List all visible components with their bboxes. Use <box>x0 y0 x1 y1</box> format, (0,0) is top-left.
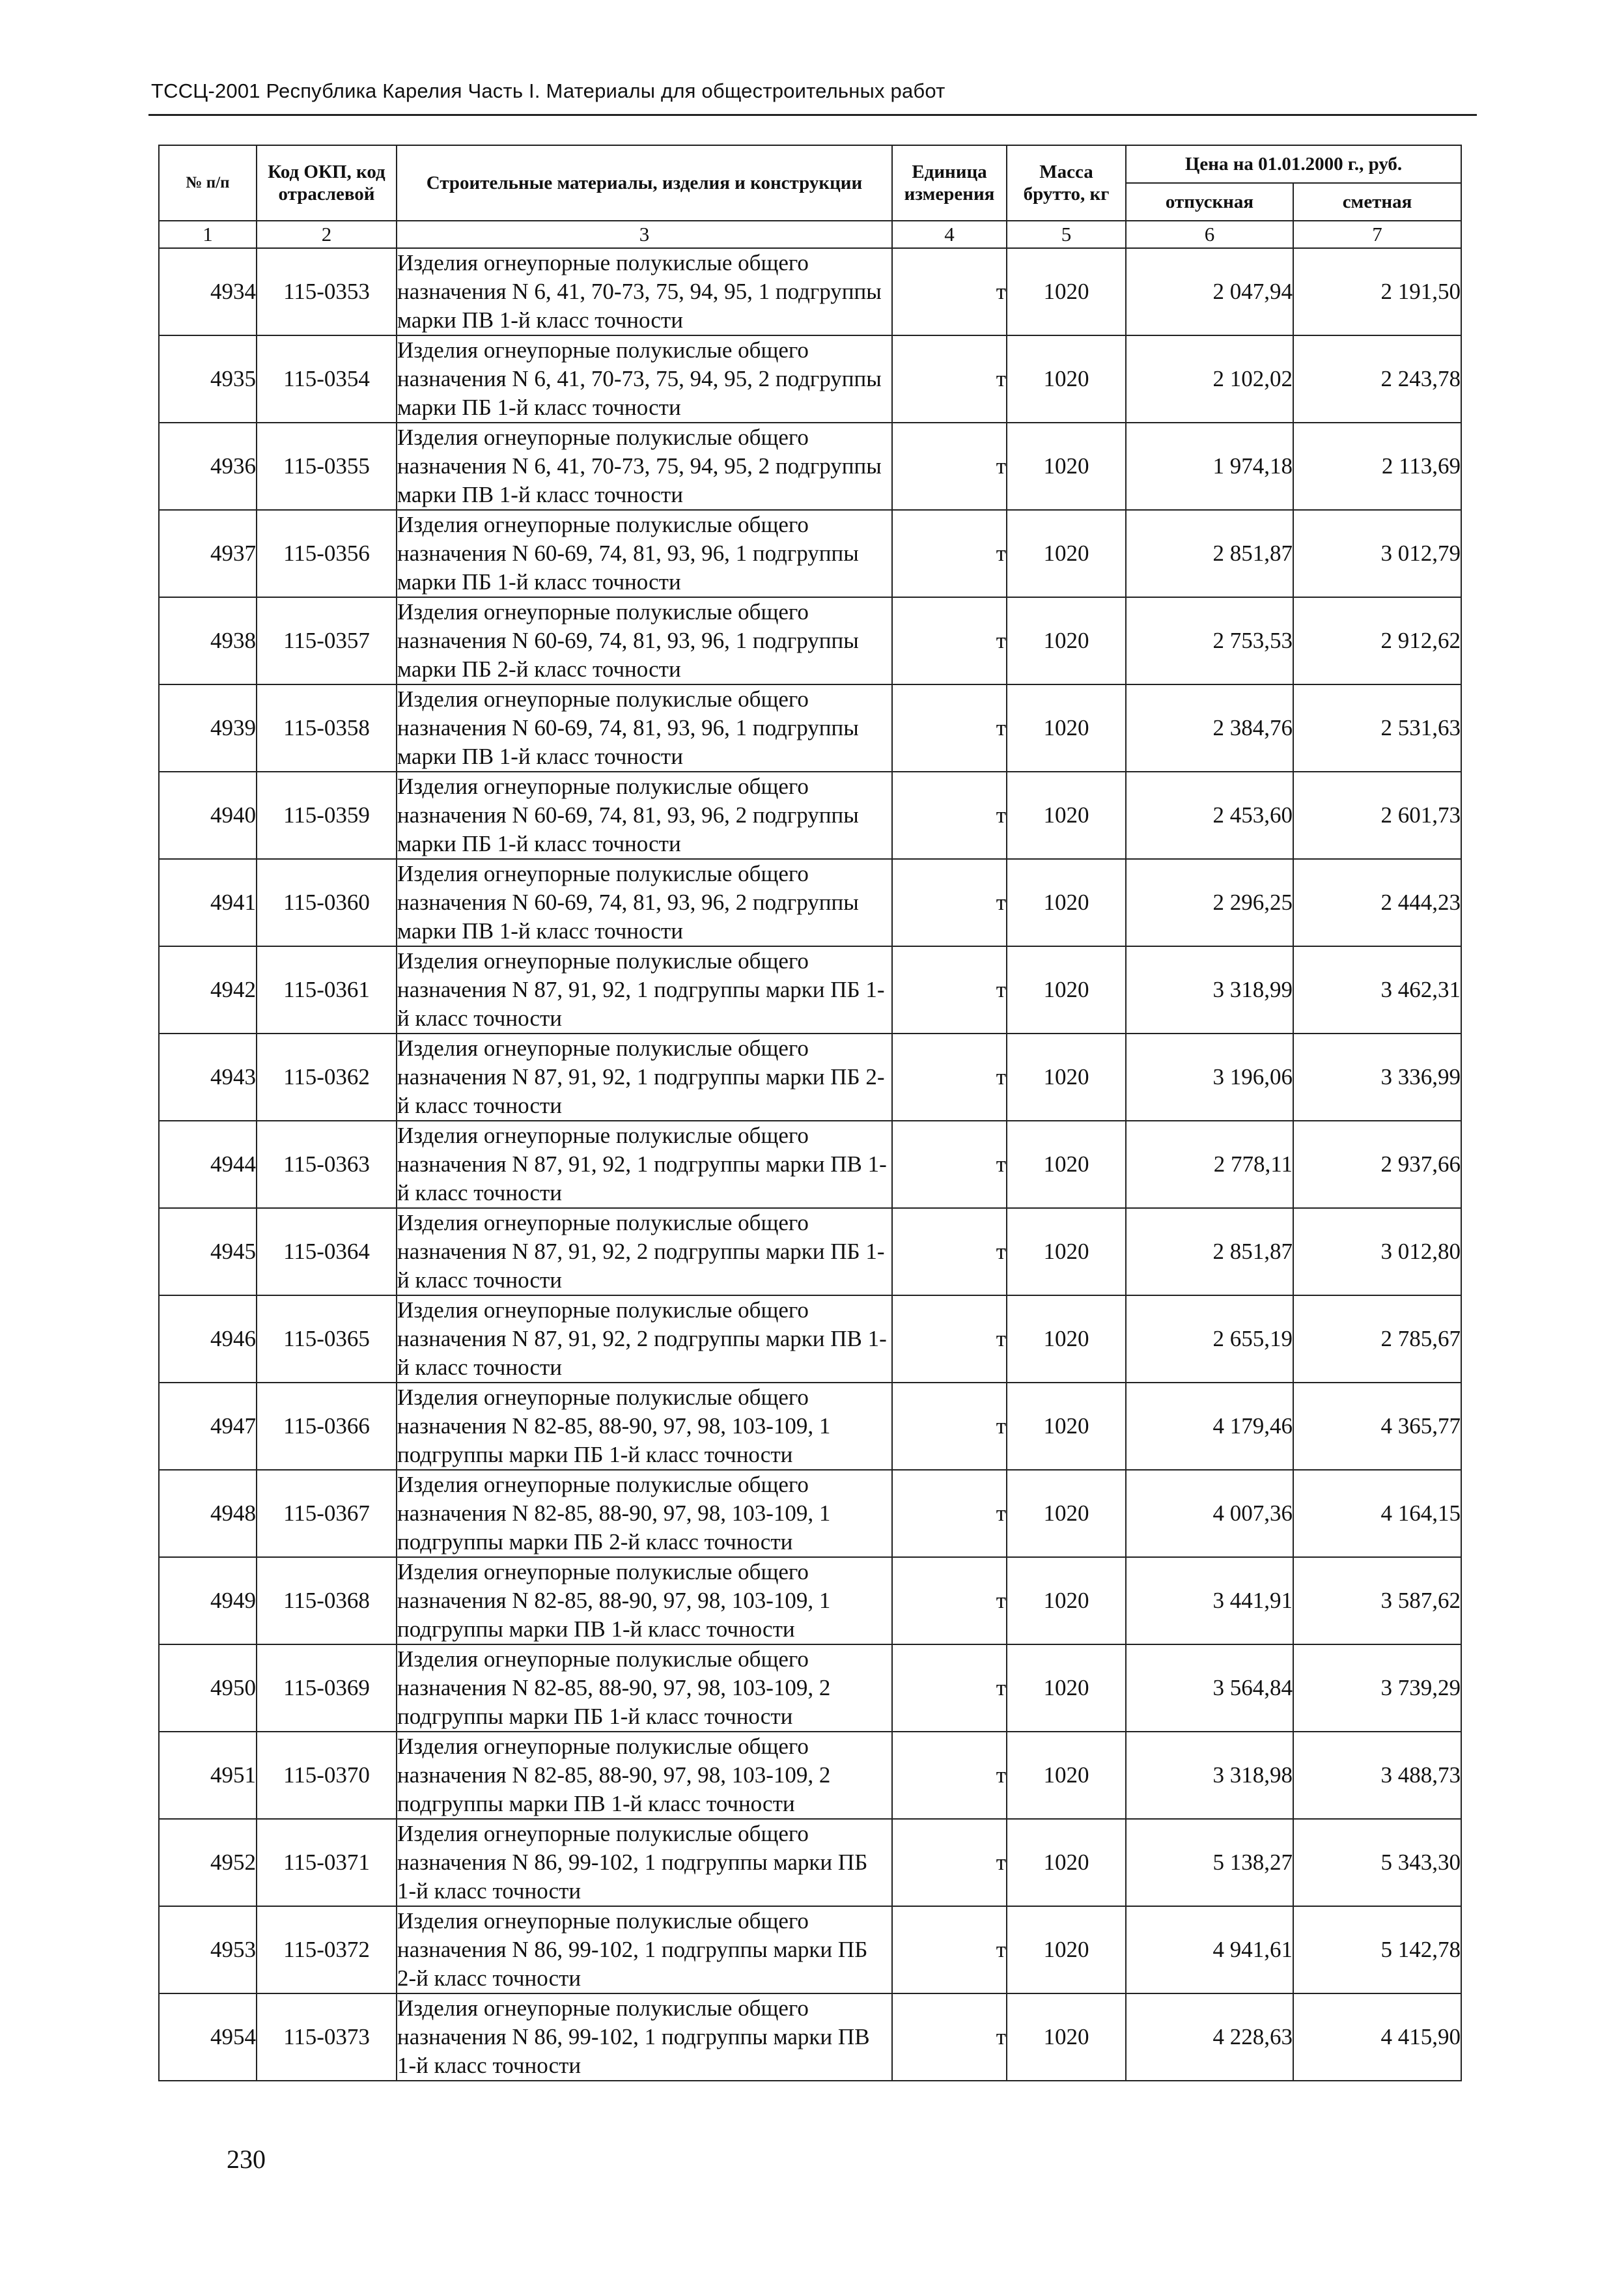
col-header-unit: Единица измерения <box>892 145 1007 221</box>
unit-of-measure: т <box>892 510 1007 597</box>
table-row <box>159 1208 1461 1295</box>
table-row <box>159 1557 1461 1644</box>
row-number: 4951 <box>159 1732 257 1819</box>
table-row <box>159 1295 1461 1383</box>
price-release: 2 453,60 <box>1126 772 1293 859</box>
price-release: 3 441,91 <box>1126 1557 1293 1644</box>
material-name: Изделия огнеупорные полукислые общего назначения N 6, 41, 70-73, 75, 94, 95, 2 подгруппы марки ПБ 1-й класс точности <box>397 335 892 423</box>
table-row <box>159 510 1461 597</box>
gross-mass: 1020 <box>1007 1732 1126 1819</box>
okp-code: 115-0370 <box>257 1732 397 1819</box>
row-number: 4945 <box>159 1208 257 1295</box>
material-name: Изделия огнеупорные полукислые общего назначения N 60-69, 74, 81, 93, 96, 1 подгруппы марки ПБ 2-й класс точности <box>397 597 892 684</box>
row-number: 4948 <box>159 1470 257 1557</box>
table-row <box>159 1034 1461 1121</box>
gross-mass: 1020 <box>1007 510 1126 597</box>
table-row <box>159 1732 1461 1819</box>
col-header-num: № п/п <box>159 145 257 221</box>
gross-mass: 1020 <box>1007 1208 1126 1295</box>
table-row <box>159 1470 1461 1557</box>
price-release: 4 179,46 <box>1126 1383 1293 1470</box>
gross-mass: 1020 <box>1007 1383 1126 1470</box>
price-estimate: 3 012,80 <box>1293 1208 1461 1295</box>
price-estimate: 3 739,29 <box>1293 1644 1461 1732</box>
price-release: 2 384,76 <box>1126 684 1293 772</box>
gross-mass: 1020 <box>1007 1906 1126 1993</box>
okp-code: 115-0365 <box>257 1295 397 1383</box>
okp-code: 115-0359 <box>257 772 397 859</box>
material-name: Изделия огнеупорные полукислые общего назначения N 87, 91, 92, 1 подгруппы марки ПВ 1-й класс точности <box>397 1121 892 1208</box>
header-rule <box>148 114 1477 116</box>
table-row <box>159 248 1461 335</box>
table-row <box>159 772 1461 859</box>
price-release: 4 228,63 <box>1126 1993 1293 2081</box>
column-number: 2 <box>257 221 397 248</box>
price-estimate: 3 587,62 <box>1293 1557 1461 1644</box>
unit-of-measure: т <box>892 1034 1007 1121</box>
price-estimate: 3 012,79 <box>1293 510 1461 597</box>
price-estimate: 2 113,69 <box>1293 423 1461 510</box>
material-name: Изделия огнеупорные полукислые общего назначения N 86, 99-102, 1 подгруппы марки ПВ 1-й класс точности <box>397 1993 892 2081</box>
price-estimate: 2 191,50 <box>1293 248 1461 335</box>
row-number: 4942 <box>159 946 257 1034</box>
table-row <box>159 1819 1461 1906</box>
gross-mass: 1020 <box>1007 1993 1126 2081</box>
gross-mass: 1020 <box>1007 248 1126 335</box>
gross-mass: 1020 <box>1007 1470 1126 1557</box>
price-release: 2 778,11 <box>1126 1121 1293 1208</box>
row-number: 4949 <box>159 1557 257 1644</box>
table-header-row <box>159 145 1461 183</box>
material-name: Изделия огнеупорные полукислые общего назначения N 60-69, 74, 81, 93, 96, 1 подгруппы марки ПБ 1-й класс точности <box>397 510 892 597</box>
unit-of-measure: т <box>892 1295 1007 1383</box>
column-number: 5 <box>1007 221 1126 248</box>
material-name: Изделия огнеупорные полукислые общего назначения N 87, 91, 92, 1 подгруппы марки ПБ 1-й класс точности <box>397 946 892 1034</box>
price-release: 2 753,53 <box>1126 597 1293 684</box>
table-row <box>159 1906 1461 1993</box>
column-number: 7 <box>1293 221 1461 248</box>
column-numbers-row <box>159 221 1461 248</box>
okp-code: 115-0355 <box>257 423 397 510</box>
okp-code: 115-0363 <box>257 1121 397 1208</box>
price-release: 3 318,98 <box>1126 1732 1293 1819</box>
unit-of-measure: т <box>892 1208 1007 1295</box>
material-name: Изделия огнеупорные полукислые общего назначения N 60-69, 74, 81, 93, 96, 2 подгруппы марки ПБ 1-й класс точности <box>397 772 892 859</box>
okp-code: 115-0366 <box>257 1383 397 1470</box>
row-number: 4947 <box>159 1383 257 1470</box>
okp-code: 115-0367 <box>257 1470 397 1557</box>
price-release: 1 974,18 <box>1126 423 1293 510</box>
row-number: 4935 <box>159 335 257 423</box>
price-estimate: 5 142,78 <box>1293 1906 1461 1993</box>
unit-of-measure: т <box>892 1644 1007 1732</box>
table-row <box>159 423 1461 510</box>
page-number: 230 <box>227 2145 266 2174</box>
gross-mass: 1020 <box>1007 1557 1126 1644</box>
gross-mass: 1020 <box>1007 1295 1126 1383</box>
table-row <box>159 1383 1461 1470</box>
okp-code: 115-0364 <box>257 1208 397 1295</box>
gross-mass: 1020 <box>1007 1644 1126 1732</box>
col-header-price-release: отпускная <box>1126 183 1293 221</box>
table-row <box>159 1644 1461 1732</box>
table-row <box>159 335 1461 423</box>
unit-of-measure: т <box>892 1732 1007 1819</box>
unit-of-measure: т <box>892 859 1007 946</box>
gross-mass: 1020 <box>1007 597 1126 684</box>
material-name: Изделия огнеупорные полукислые общего назначения N 82-85, 88-90, 97, 98, 103-109, 2 подгруппы марки ПБ 1-й класс точности <box>397 1644 892 1732</box>
price-release: 2 655,19 <box>1126 1295 1293 1383</box>
gross-mass: 1020 <box>1007 859 1126 946</box>
table-row <box>159 946 1461 1034</box>
unit-of-measure: т <box>892 423 1007 510</box>
price-estimate: 2 912,62 <box>1293 597 1461 684</box>
row-number: 4952 <box>159 1819 257 1906</box>
material-name: Изделия огнеупорные полукислые общего назначения N 82-85, 88-90, 97, 98, 103-109, 1 подгруппы марки ПБ 2-й класс точности <box>397 1470 892 1557</box>
okp-code: 115-0360 <box>257 859 397 946</box>
material-name: Изделия огнеупорные полукислые общего назначения N 60-69, 74, 81, 93, 96, 2 подгруппы марки ПВ 1-й класс точности <box>397 859 892 946</box>
row-number: 4944 <box>159 1121 257 1208</box>
table-body <box>159 248 1461 2081</box>
col-header-price-group: Цена на 01.01.2000 г., руб. <box>1126 145 1461 183</box>
gross-mass: 1020 <box>1007 684 1126 772</box>
price-release: 3 318,99 <box>1126 946 1293 1034</box>
price-release: 3 564,84 <box>1126 1644 1293 1732</box>
price-estimate: 3 488,73 <box>1293 1732 1461 1819</box>
material-name: Изделия огнеупорные полукислые общего назначения N 82-85, 88-90, 97, 98, 103-109, 2 подгруппы марки ПВ 1-й класс точности <box>397 1732 892 1819</box>
col-header-price-estimate: сметная <box>1293 183 1461 221</box>
col-header-name: Строительные материалы, изделия и конструкции <box>397 145 892 221</box>
unit-of-measure: т <box>892 597 1007 684</box>
price-estimate: 3 336,99 <box>1293 1034 1461 1121</box>
row-number: 4954 <box>159 1993 257 2081</box>
price-release: 2 296,25 <box>1126 859 1293 946</box>
col-header-mass: Масса брутто, кг <box>1007 145 1126 221</box>
unit-of-measure: т <box>892 248 1007 335</box>
row-number: 4946 <box>159 1295 257 1383</box>
gross-mass: 1020 <box>1007 1819 1126 1906</box>
material-name: Изделия огнеупорные полукислые общего назначения N 82-85, 88-90, 97, 98, 103-109, 1 подгруппы марки ПВ 1-й класс точности <box>397 1557 892 1644</box>
gross-mass: 1020 <box>1007 335 1126 423</box>
unit-of-measure: т <box>892 1993 1007 2081</box>
col-header-okp-code: Код ОКП, код отраслевой <box>257 145 397 221</box>
price-release: 2 851,87 <box>1126 510 1293 597</box>
price-estimate: 2 937,66 <box>1293 1121 1461 1208</box>
gross-mass: 1020 <box>1007 423 1126 510</box>
okp-code: 115-0357 <box>257 597 397 684</box>
material-name: Изделия огнеупорные полукислые общего назначения N 6, 41, 70-73, 75, 94, 95, 1 подгруппы марки ПВ 1-й класс точности <box>397 248 892 335</box>
material-name: Изделия огнеупорные полукислые общего назначения N 87, 91, 92, 2 подгруппы марки ПБ 1-й класс точности <box>397 1208 892 1295</box>
row-number: 4939 <box>159 684 257 772</box>
unit-of-measure: т <box>892 1819 1007 1906</box>
column-number: 1 <box>159 221 257 248</box>
unit-of-measure: т <box>892 684 1007 772</box>
row-number: 4953 <box>159 1906 257 1993</box>
unit-of-measure: т <box>892 1121 1007 1208</box>
material-name: Изделия огнеупорные полукислые общего назначения N 86, 99-102, 1 подгруппы марки ПБ 2-й класс точности <box>397 1906 892 1993</box>
table-row <box>159 859 1461 946</box>
price-table <box>158 145 1462 2081</box>
price-estimate: 4 164,15 <box>1293 1470 1461 1557</box>
unit-of-measure: т <box>892 335 1007 423</box>
material-name: Изделия огнеупорные полукислые общего назначения N 87, 91, 92, 2 подгруппы марки ПВ 1-й класс точности <box>397 1295 892 1383</box>
table-row <box>159 1121 1461 1208</box>
unit-of-measure: т <box>892 772 1007 859</box>
row-number: 4943 <box>159 1034 257 1121</box>
okp-code: 115-0356 <box>257 510 397 597</box>
unit-of-measure: т <box>892 1906 1007 1993</box>
row-number: 4940 <box>159 772 257 859</box>
price-release: 4 941,61 <box>1126 1906 1293 1993</box>
column-number: 6 <box>1126 221 1293 248</box>
material-name: Изделия огнеупорные полукислые общего назначения N 87, 91, 92, 1 подгруппы марки ПБ 2-й класс точности <box>397 1034 892 1121</box>
material-name: Изделия огнеупорные полукислые общего назначения N 6, 41, 70-73, 75, 94, 95, 2 подгруппы марки ПВ 1-й класс точности <box>397 423 892 510</box>
okp-code: 115-0368 <box>257 1557 397 1644</box>
unit-of-measure: т <box>892 946 1007 1034</box>
price-estimate: 2 601,73 <box>1293 772 1461 859</box>
okp-code: 115-0373 <box>257 1993 397 2081</box>
row-number: 4938 <box>159 597 257 684</box>
unit-of-measure: т <box>892 1383 1007 1470</box>
price-release: 2 047,94 <box>1126 248 1293 335</box>
unit-of-measure: т <box>892 1470 1007 1557</box>
price-release: 3 196,06 <box>1126 1034 1293 1121</box>
row-number: 4941 <box>159 859 257 946</box>
price-estimate: 5 343,30 <box>1293 1819 1461 1906</box>
table-row <box>159 597 1461 684</box>
table-row <box>159 684 1461 772</box>
price-estimate: 2 444,23 <box>1293 859 1461 946</box>
price-estimate: 2 531,63 <box>1293 684 1461 772</box>
price-release: 5 138,27 <box>1126 1819 1293 1906</box>
material-name: Изделия огнеупорные полукислые общего назначения N 60-69, 74, 81, 93, 96, 1 подгруппы марки ПВ 1-й класс точности <box>397 684 892 772</box>
price-estimate: 3 462,31 <box>1293 946 1461 1034</box>
price-release: 2 851,87 <box>1126 1208 1293 1295</box>
okp-code: 115-0354 <box>257 335 397 423</box>
price-estimate: 4 415,90 <box>1293 1993 1461 2081</box>
row-number: 4950 <box>159 1644 257 1732</box>
okp-code: 115-0371 <box>257 1819 397 1906</box>
price-estimate: 4 365,77 <box>1293 1383 1461 1470</box>
price-release: 2 102,02 <box>1126 335 1293 423</box>
okp-code: 115-0353 <box>257 248 397 335</box>
okp-code: 115-0362 <box>257 1034 397 1121</box>
row-number: 4937 <box>159 510 257 597</box>
material-name: Изделия огнеупорные полукислые общего назначения N 82-85, 88-90, 97, 98, 103-109, 1 подгруппы марки ПБ 1-й класс точности <box>397 1383 892 1470</box>
unit-of-measure: т <box>892 1557 1007 1644</box>
material-name: Изделия огнеупорные полукислые общего назначения N 86, 99-102, 1 подгруппы марки ПБ 1-й класс точности <box>397 1819 892 1906</box>
gross-mass: 1020 <box>1007 1034 1126 1121</box>
gross-mass: 1020 <box>1007 1121 1126 1208</box>
gross-mass: 1020 <box>1007 772 1126 859</box>
column-number: 3 <box>397 221 892 248</box>
row-number: 4934 <box>159 248 257 335</box>
okp-code: 115-0358 <box>257 684 397 772</box>
okp-code: 115-0372 <box>257 1906 397 1993</box>
running-header: ТССЦ-2001 Республика Карелия Часть I. Материалы для общестроительных работ <box>151 79 945 102</box>
price-release: 4 007,36 <box>1126 1470 1293 1557</box>
column-number: 4 <box>892 221 1007 248</box>
price-estimate: 2 243,78 <box>1293 335 1461 423</box>
gross-mass: 1020 <box>1007 946 1126 1034</box>
table-row <box>159 1993 1461 2081</box>
price-estimate: 2 785,67 <box>1293 1295 1461 1383</box>
okp-code: 115-0369 <box>257 1644 397 1732</box>
row-number: 4936 <box>159 423 257 510</box>
okp-code: 115-0361 <box>257 946 397 1034</box>
